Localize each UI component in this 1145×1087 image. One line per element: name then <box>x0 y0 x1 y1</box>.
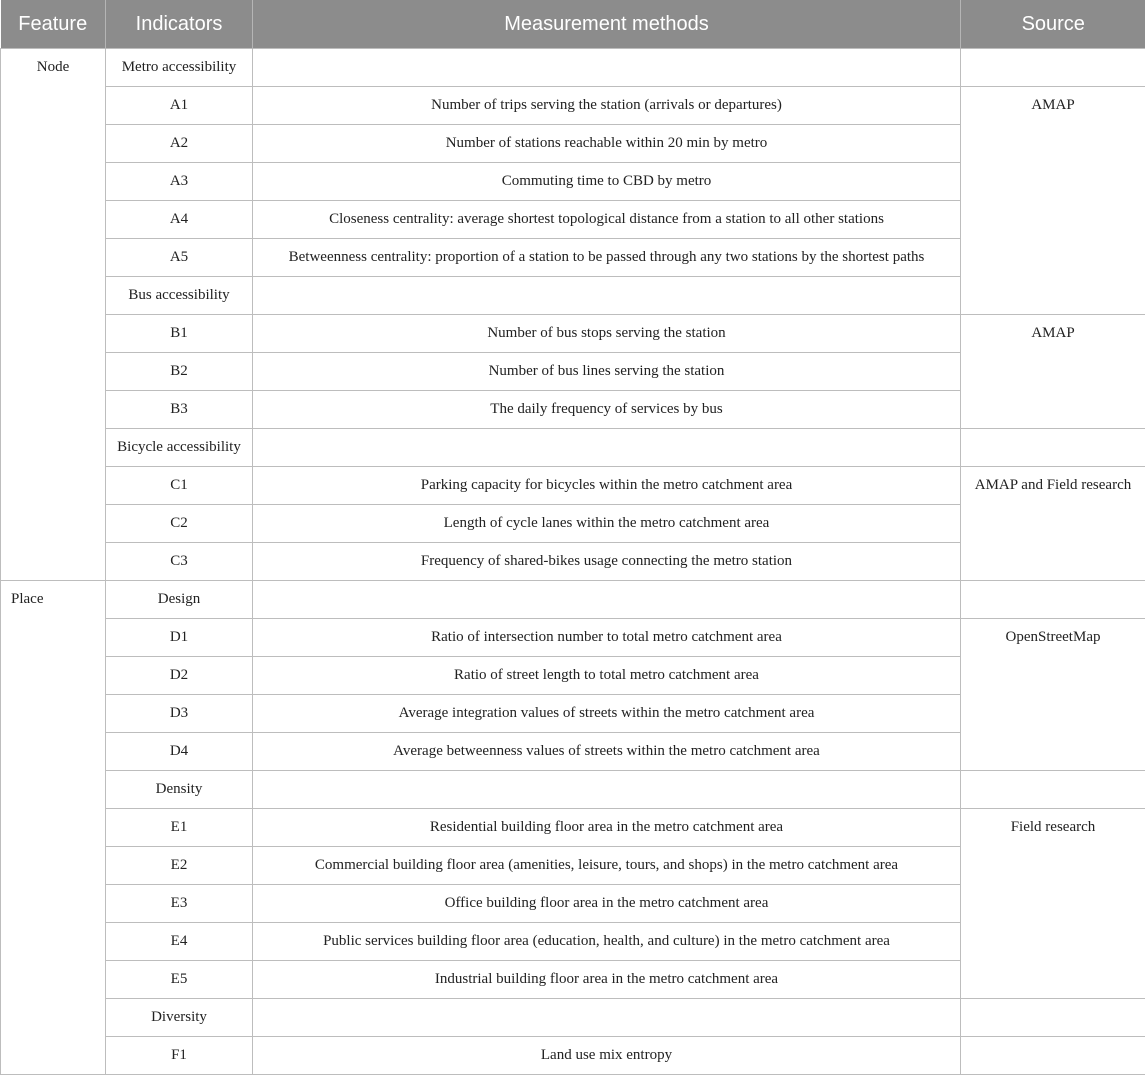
indicator-code: E4 <box>106 923 253 961</box>
method-cell <box>253 581 961 619</box>
source-amap-metro: AMAP <box>961 87 1145 315</box>
source-cell <box>961 1037 1145 1075</box>
method-cell: Length of cycle lanes within the metro catchment area <box>253 505 961 543</box>
indicator-code: A3 <box>106 163 253 201</box>
method-cell: Frequency of shared-bikes usage connecting the metro station <box>253 543 961 581</box>
method-cell: Commercial building floor area (amenities, leisure, tours, and shops) in the metro catchment area <box>253 847 961 885</box>
source-cell <box>961 49 1145 87</box>
method-cell: Ratio of intersection number to total metro catchment area <box>253 619 961 657</box>
source-amap-bus: AMAP <box>961 315 1145 429</box>
method-cell: Number of stations reachable within 20 min by metro <box>253 125 961 163</box>
method-cell: Commuting time to CBD by metro <box>253 163 961 201</box>
indicator-code: C1 <box>106 467 253 505</box>
feature-place: Place <box>1 581 106 1075</box>
indicator-code: E5 <box>106 961 253 999</box>
method-cell <box>253 429 961 467</box>
table-row <box>1 771 1145 809</box>
table-row <box>1 429 1145 467</box>
header-methods: Measurement methods <box>253 0 961 49</box>
indicator-code: B2 <box>106 353 253 391</box>
group-bicycle: Bicycle accessibility <box>106 429 253 467</box>
source-cell <box>961 581 1145 619</box>
source-cell <box>961 429 1145 467</box>
indicator-code: C3 <box>106 543 253 581</box>
source-cell <box>961 999 1145 1037</box>
group-bus: Bus accessibility <box>106 277 253 315</box>
method-cell: Ratio of street length to total metro catchment area <box>253 657 961 695</box>
table-row <box>1 619 1145 657</box>
source-osm: OpenStreetMap <box>961 619 1145 771</box>
method-cell: Average integration values of streets within the metro catchment area <box>253 695 961 733</box>
source-field: Field research <box>961 809 1145 999</box>
method-cell: Number of bus stops serving the station <box>253 315 961 353</box>
indicator-code: A4 <box>106 201 253 239</box>
header-source: Source <box>961 0 1145 49</box>
group-metro: Metro accessibility <box>106 49 253 87</box>
method-cell: The daily frequency of services by bus <box>253 391 961 429</box>
method-cell: Parking capacity for bicycles within the metro catchment area <box>253 467 961 505</box>
indicator-code: A5 <box>106 239 253 277</box>
table-row <box>1 809 1145 847</box>
method-cell: Land use mix entropy <box>253 1037 961 1075</box>
indicator-code: A2 <box>106 125 253 163</box>
source-amap-field: AMAP and Field research <box>961 467 1145 581</box>
table-row <box>1 1037 1145 1075</box>
indicator-code: B3 <box>106 391 253 429</box>
indicator-code: B1 <box>106 315 253 353</box>
table-row <box>1 467 1145 505</box>
method-cell: Public services building floor area (education, health, and culture) in the metro catchment area <box>253 923 961 961</box>
source-cell <box>961 771 1145 809</box>
method-cell <box>253 277 961 315</box>
method-cell <box>253 771 961 809</box>
method-cell: Number of trips serving the station (arrivals or departures) <box>253 87 961 125</box>
method-cell: Office building floor area in the metro catchment area <box>253 885 961 923</box>
method-cell: Closeness centrality: average shortest topological distance from a station to all other stations <box>253 201 961 239</box>
method-cell: Average betweenness values of streets within the metro catchment area <box>253 733 961 771</box>
method-cell: Number of bus lines serving the station <box>253 353 961 391</box>
header-feature: Feature <box>1 0 106 49</box>
indicator-code: D4 <box>106 733 253 771</box>
indicator-code: F1 <box>106 1037 253 1075</box>
feature-node: Node <box>1 49 106 581</box>
method-cell <box>253 49 961 87</box>
indicator-code: E1 <box>106 809 253 847</box>
group-design: Design <box>106 581 253 619</box>
group-diversity: Diversity <box>106 999 253 1037</box>
table-row <box>1 581 1145 619</box>
indicator-code: E3 <box>106 885 253 923</box>
table-row <box>1 999 1145 1037</box>
indicator-code: C2 <box>106 505 253 543</box>
method-cell: Residential building floor area in the metro catchment area <box>253 809 961 847</box>
method-cell: Industrial building floor area in the metro catchment area <box>253 961 961 999</box>
indicator-code: D2 <box>106 657 253 695</box>
table-row <box>1 87 1145 125</box>
header-row <box>1 0 1145 49</box>
table-row <box>1 49 1145 87</box>
table-row <box>1 315 1145 353</box>
group-density: Density <box>106 771 253 809</box>
indicator-code: D3 <box>106 695 253 733</box>
method-cell: Betweenness centrality: proportion of a station to be passed through any two stations by the shortest paths <box>253 239 961 277</box>
method-cell <box>253 999 961 1037</box>
header-indicators: Indicators <box>106 0 253 49</box>
indicator-code: D1 <box>106 619 253 657</box>
indicator-code: A1 <box>106 87 253 125</box>
indicator-code: E2 <box>106 847 253 885</box>
